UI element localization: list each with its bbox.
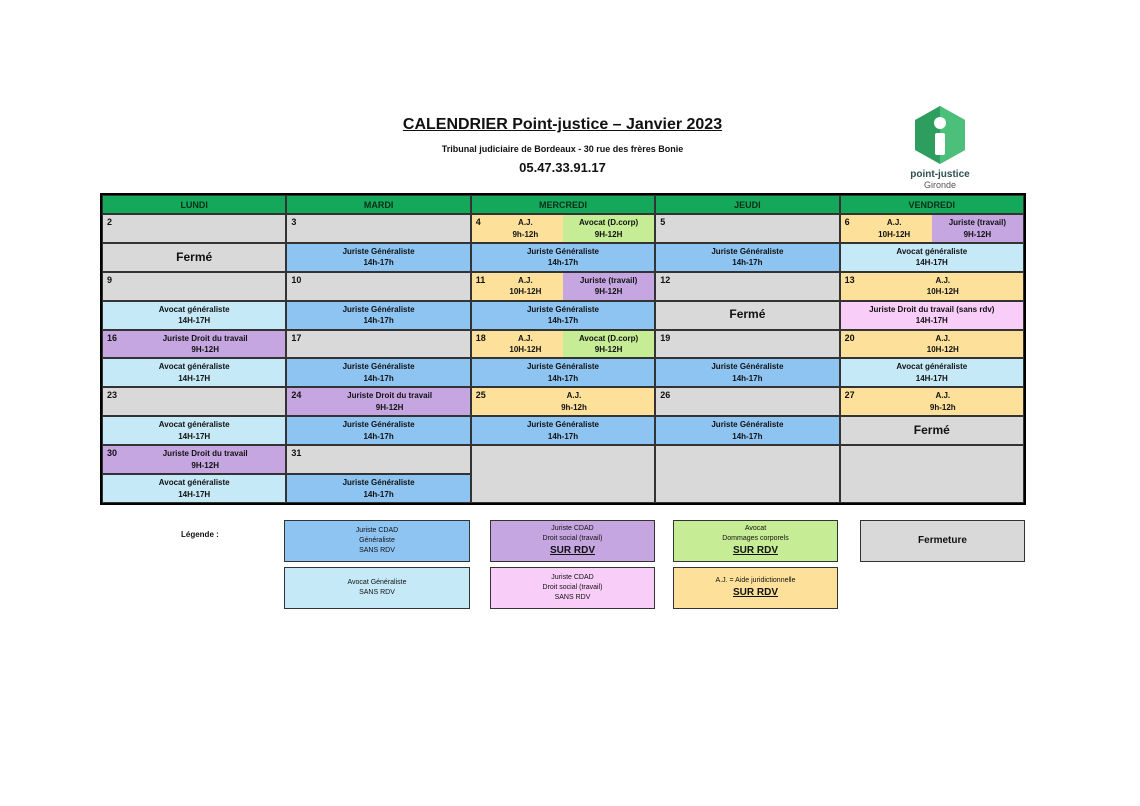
address-subtitle: Tribunal judiciaire de Bordeaux - 30 rue des frères Bonie [441, 144, 684, 154]
slot-cell [102, 474, 286, 503]
hours: 10H-12H [509, 287, 542, 297]
page-title: CALENDRIER Point-justice – Janvier 2023 [402, 116, 723, 133]
legend-avocat-dommages [673, 520, 838, 562]
slot-hours: 14h-17h [547, 431, 579, 441]
hours: 9H-12H [594, 287, 623, 297]
legend-label: Légende : [181, 530, 219, 539]
slot-hours: 14h-17h [363, 258, 394, 268]
slot-label: Juriste Droit du travail [162, 333, 248, 343]
aj-label: A.J. [566, 391, 582, 401]
date-cell [471, 387, 655, 416]
aj-label: A.J. [935, 391, 951, 401]
empty-cell [471, 445, 655, 503]
day-header-lundi: LUNDI [102, 195, 286, 214]
date-cell [471, 272, 655, 301]
empty-cell [655, 445, 839, 503]
empty-cell [840, 445, 1024, 503]
date-number: 31 [291, 448, 302, 459]
hours: 10H-12H [926, 345, 959, 355]
slot-cell [102, 358, 286, 387]
slot-label: Avocat généraliste [896, 362, 968, 372]
closed-label: Fermé [913, 423, 950, 438]
closed-cell [840, 416, 1024, 445]
date-number: 13 [844, 274, 855, 285]
juriste-travail-label: Juriste (travail) [579, 275, 638, 285]
hours: 10H-12H [878, 229, 911, 239]
legend-juriste-generaliste [284, 520, 470, 562]
date-cell [102, 272, 286, 301]
slot-label: Juriste Généraliste [526, 362, 600, 372]
slot-cell [286, 416, 470, 445]
date-number: 9 [107, 274, 113, 285]
hours: 10H-12H [926, 287, 959, 297]
hours: 9H-12H [594, 345, 623, 355]
aj-label: A.J. [935, 333, 951, 343]
aj-label: A.J. [518, 275, 533, 285]
date-number: 6 [844, 217, 850, 227]
hours: 9h-12h [929, 402, 956, 412]
slot-hours: 14h-17h [363, 489, 394, 499]
slot-label: Juriste Généraliste [526, 246, 600, 256]
slot-label: Juriste Généraliste [526, 304, 600, 314]
slot-cell [286, 301, 470, 330]
legend-line: Avocat Généraliste [347, 578, 407, 586]
day-header-jeudi: JEUDI [655, 195, 839, 214]
hours: 9H-12H [594, 229, 623, 239]
slot-hours: 14h-17h [732, 431, 763, 441]
legend-fermeture [860, 520, 1025, 562]
hours: 9H-12H [191, 460, 219, 470]
hours: 10H-12H [509, 345, 542, 355]
legend-avocat-generaliste [284, 567, 470, 609]
hours: 9h-12h [512, 229, 539, 239]
slot-label: Juriste Généraliste [342, 362, 415, 372]
date-number: 26 [660, 390, 671, 401]
hours: 9H-12H [191, 345, 219, 355]
slot-cell [471, 416, 655, 445]
slot-hours: 14h-17h [547, 316, 579, 326]
date-cell [655, 272, 839, 301]
legend-line: SANS RDV [359, 547, 395, 555]
date-cell [840, 330, 1024, 359]
date-number: 10 [291, 274, 302, 285]
slot-cell [840, 301, 1024, 330]
slot-cell [471, 301, 655, 330]
slot-label: Juriste Généraliste [711, 362, 784, 372]
legend-line: Juriste CDAD [355, 526, 399, 534]
slot-label: Juriste Généraliste [342, 304, 415, 314]
slot-cell [655, 416, 839, 445]
date-number: 23 [107, 390, 118, 401]
date-cell [102, 387, 286, 416]
day-header-mercredi: MERCREDI [471, 195, 655, 214]
slot-label: Avocat généraliste [896, 246, 968, 256]
date-number: 3 [291, 217, 297, 227]
legend-line: SANS RDV [359, 589, 395, 596]
date-number: 30 [107, 448, 118, 459]
point-justice-logo [893, 104, 987, 192]
phone-number: 05.47.33.91.17 [519, 160, 606, 175]
date-cell [655, 214, 839, 243]
closed-label: Fermé [729, 307, 766, 322]
date-number: 18 [475, 332, 486, 343]
legend-juriste-droit-social-sans-rdv [490, 567, 655, 609]
date-number: 25 [475, 390, 486, 401]
day-header-mardi: MARDI [286, 195, 470, 214]
date-cell [286, 445, 470, 474]
legend-line: Fermeture [918, 534, 967, 546]
slot-label: Juriste Droit du travail [347, 391, 433, 401]
slot-hours: 14H-17H [915, 373, 948, 383]
date-cell [840, 272, 1024, 301]
slot-cell [286, 358, 470, 387]
slot-label: Juriste Généraliste [711, 420, 784, 430]
date-number: 20 [844, 332, 855, 343]
slot-label: Juriste Droit du travail (sans rdv) [869, 304, 995, 314]
day-header-vendredi: VENDREDI [840, 195, 1024, 214]
slot-hours: 14h-17h [732, 258, 763, 268]
legend-rdv: SUR RDV [732, 544, 778, 556]
date-number: 16 [107, 332, 118, 343]
slot-cell [102, 301, 286, 330]
date-cell [286, 330, 470, 359]
slot-cell [471, 358, 655, 387]
slot-hours: 14H-17H [178, 489, 211, 499]
slot-label: Avocat généraliste [158, 477, 230, 487]
slot-hours: 14H-17H [915, 316, 948, 326]
legend-line: Dommages corporels [722, 534, 789, 542]
slot-hours: 14h-17h [363, 316, 394, 326]
slot-hours: 14h-17h [547, 258, 579, 268]
avocat-dcorp-label: Avocat (D.corp) [578, 218, 639, 227]
calendar-grid [100, 193, 1026, 505]
aj-label: A.J. [518, 218, 533, 227]
date-cell [286, 272, 470, 301]
slot-cell [471, 243, 655, 272]
juriste-travail-label: Juriste (travail) [948, 218, 1007, 227]
legend-line: Droit social (travail) [542, 583, 603, 591]
legend-rdv: SUR RDV [732, 586, 778, 598]
date-number: 19 [660, 332, 671, 343]
date-number: 27 [844, 390, 855, 401]
slot-cell [655, 358, 839, 387]
slot-hours: 14H-17H [178, 316, 211, 326]
slot-label: Juriste Généraliste [526, 420, 600, 430]
logo-region: Gironde [923, 180, 957, 190]
legend-juriste-droit-social-rdv [490, 520, 655, 562]
slot-label: Avocat généraliste [158, 362, 230, 372]
slot-label: Avocat généraliste [158, 420, 230, 430]
legend-line: SANS RDV [554, 594, 591, 602]
closed-cell [655, 301, 839, 330]
slot-cell [655, 243, 839, 272]
slot-hours: 14h-17h [363, 373, 394, 383]
slot-hours: 14h-17h [547, 373, 579, 383]
slot-hours: 14h-17h [363, 431, 394, 441]
slot-hours: 14H-17H [178, 373, 211, 383]
date-number: 12 [660, 274, 671, 285]
aj-label: A.J. [518, 333, 533, 343]
aj-label: A.J. [935, 275, 951, 285]
slot-hours: 14H-17H [178, 431, 211, 441]
point-justice-logo-icon [912, 104, 968, 166]
hours: 9h-12h [561, 402, 587, 412]
slot-hours: 14h-17h [732, 373, 763, 383]
hours: 9H-12H [963, 229, 992, 239]
legend-line: Droit social (travail) [542, 534, 603, 542]
date-cell [286, 387, 470, 416]
hours: 9H-12H [375, 402, 404, 412]
slot-cell [102, 416, 286, 445]
date-cell [102, 445, 286, 474]
date-number: 4 [475, 217, 481, 227]
date-cell [102, 214, 286, 243]
legend-line: Avocat [744, 524, 767, 532]
date-cell [471, 330, 655, 359]
date-cell [655, 387, 839, 416]
date-number: 11 [475, 274, 486, 285]
legend-rdv: SUR RDV [549, 544, 595, 556]
date-cell [286, 214, 470, 243]
legend-line: A.J. = Aide juridictionnelle [715, 576, 796, 584]
slot-label: Juriste Généraliste [342, 246, 415, 256]
date-cell [840, 387, 1024, 416]
date-number: 2 [107, 217, 113, 227]
slot-label: Juriste Droit du travail [162, 449, 248, 459]
legend-line: Juriste CDAD [551, 524, 594, 532]
slot-label: Juriste Généraliste [342, 420, 415, 430]
legend-aide-juridictionnelle [673, 567, 838, 609]
slot-cell [840, 358, 1024, 387]
avocat-dcorp-label: Avocat (D.corp) [578, 333, 639, 343]
slot-cell [286, 474, 470, 503]
closed-cell [102, 243, 286, 272]
date-number: 24 [291, 390, 302, 401]
slot-cell [286, 243, 470, 272]
date-cell [655, 330, 839, 359]
slot-cell [840, 243, 1024, 272]
date-cell [840, 214, 1024, 243]
legend-line: Juriste CDAD [551, 573, 594, 581]
slot-hours: 14H-17H [915, 258, 948, 268]
date-cell [471, 214, 655, 243]
date-number: 17 [291, 332, 302, 343]
slot-label: Juriste Généraliste [342, 477, 415, 487]
slot-label: Juriste Généraliste [711, 246, 784, 256]
date-number: 5 [660, 217, 666, 227]
legend-line: Généraliste [359, 536, 395, 544]
closed-label: Fermé [176, 249, 213, 264]
slot-label: Avocat généraliste [158, 304, 230, 314]
date-cell [102, 330, 286, 359]
aj-label: A.J. [886, 218, 902, 227]
logo-name: point-justice [910, 169, 970, 180]
